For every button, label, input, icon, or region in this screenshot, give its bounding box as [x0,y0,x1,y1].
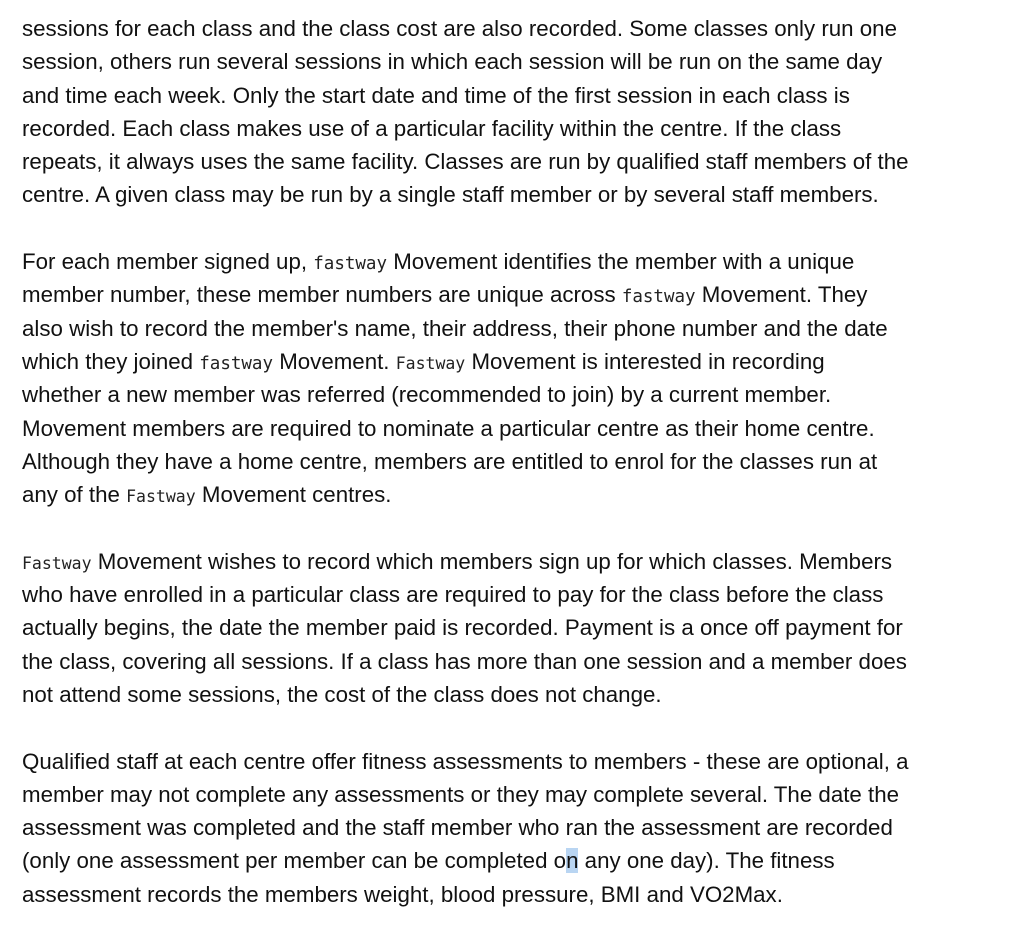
text-line [22,811,1017,844]
text-run: Movement members are required to nominate a particular centre as their home centre. [22,415,875,441]
text-run: the class, covering all sessions. If a class has more than one session and a member does [22,648,907,674]
text-line [22,611,1017,644]
brand-name: fastway [313,254,388,275]
text-line [22,445,1017,478]
paragraph-4 [22,745,1017,911]
text-line [22,745,1017,778]
text-line [22,678,1017,711]
paragraph-3 [22,545,1017,711]
text-line [22,378,1017,411]
text-run: any of the [22,482,127,508]
paragraph-2 [22,245,1017,511]
text-line [22,45,1017,78]
text-line [22,278,1017,311]
text-line [22,844,1017,877]
text-run: Movement identifies the member with a unique [387,249,855,275]
text-line [22,12,1017,45]
text-line [22,878,1017,911]
text-cursor-highlight: n [566,848,579,874]
brand-name: fastway [199,353,274,374]
text-run: not attend some sessions, the cost of the class does not change. [22,681,662,707]
document-body [22,12,1017,944]
text-line [22,778,1017,811]
brand-name: Fastway [126,487,196,507]
text-run: whether a new member was referred (recommended to join) by a current member. [22,382,832,408]
text-run: Qualified staff at each centre offer fitness assessments to members - these are optional, a [22,748,909,774]
text-run: sessions for each class and the class cost are also recorded. Some classes only run one [22,16,897,41]
brand-name: fastway [621,287,696,308]
paragraph-1 [22,12,1017,212]
text-line [22,79,1017,112]
text-run: and time each week. Only the start date and time of the first session in each class is [22,82,850,108]
text-run: which they joined [22,348,200,374]
text-run: centre. A given class may be run by a single staff member or by several staff members. [22,182,879,208]
text-line [22,412,1017,445]
text-run: also wish to record the member's name, their address, their phone number and the date [22,315,888,341]
text-line [22,645,1017,678]
text-run: session, others run several sessions in which each session will be run on the same day [22,49,883,75]
text-line [22,145,1017,178]
text-run: Movement. They [695,282,868,308]
text-run: any one day). The fitness [578,848,835,874]
text-line [22,578,1017,611]
text-line [22,112,1017,145]
text-run: recorded. Each class makes use of a particular facility within the centre. If the class [22,115,842,141]
text-line [22,312,1017,345]
text-line [22,245,1017,278]
text-run: assessment was completed and the staff member who ran the assessment are recorded [22,815,893,841]
text-run: For each member signed up, [22,249,314,275]
text-run: actually begins, the date the member paid is recorded. Payment is a once off payment for [22,615,903,641]
text-run: (only one assessment per member can be completed o [22,848,567,874]
text-line [22,178,1017,211]
text-run: Movement is interested in recording [465,348,825,374]
text-run: who have enrolled in a particular class are required to pay for the class before the class [22,582,884,608]
text-run: Movement. [273,348,396,374]
text-run: Although they have a home centre, members are entitled to enrol for the classes run at [22,448,878,474]
brand-name: Fastway [395,353,466,373]
text-run: assessment records the members weight, blood pressure, BMI and VO2Max. [22,881,783,907]
text-run: member may not complete any assessments or they may complete several. The date the [22,781,900,807]
text-run: Movement wishes to record which members sign up for which classes. Members [91,548,893,574]
text-run: Movement centres. [195,482,392,508]
text-line [22,345,1017,378]
text-line [22,545,1017,578]
text-line [22,478,1017,511]
brand-name: Fastway [22,553,92,573]
text-run: member number, these member numbers are unique across [22,282,622,308]
text-run: repeats, it always uses the same facility. Classes are run by qualified staff members of the [22,149,909,175]
